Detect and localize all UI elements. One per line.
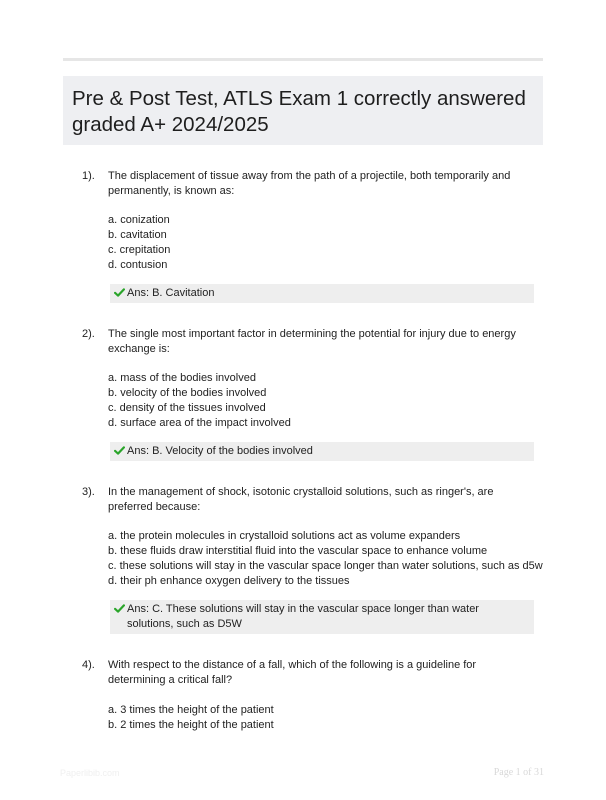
question-number: 1). — [82, 170, 95, 182]
answer-text: Ans: C. These solutions will stay in the vascular space longer than water solutions, such as D5W — [127, 603, 479, 630]
watermark-text: Paperlibib.com — [60, 768, 120, 778]
question-number: 4). — [82, 659, 95, 671]
option-b: b. cavitation — [108, 229, 167, 241]
question-text: The displacement of tissue away from the path of a projectile, both temporarily and permanently, is known as: — [108, 170, 511, 197]
page-number: Page 1 of 31 — [493, 767, 544, 778]
options-list — [108, 213, 548, 273]
check-icon — [114, 287, 125, 298]
option-c: c. density of the tissues involved — [108, 402, 266, 414]
options-list — [108, 529, 548, 589]
title-banner — [63, 76, 543, 145]
question-text: The single most important factor in determining the potential for injury due to energy exchange is: — [108, 328, 516, 355]
options-list — [108, 703, 548, 733]
option-a: a. the protein molecules in crystalloid solutions act as volume expanders — [108, 530, 461, 542]
option-b: b. these fluids draw interstitial fluid into the vascular space to enhance volume — [108, 545, 488, 557]
document-title: Pre & Post Test, ATLS Exam 1 correctly answered graded A+ 2024/2025 — [72, 87, 526, 136]
option-d: d. contusion — [108, 259, 168, 271]
option-a: a. 3 times the height of the patient — [108, 704, 274, 716]
top-divider — [63, 58, 543, 61]
question-text: In the management of shock, isotonic crystalloid solutions, such as ringer's, are preferred because: — [108, 486, 494, 513]
question-number: 2). — [82, 328, 95, 340]
question-text: With respect to the distance of a fall, which of the following is a guideline for determining a critical fall? — [108, 659, 477, 686]
option-c: c. these solutions will stay in the vascular space longer than water solutions, such as d5w — [108, 560, 543, 572]
answer-box — [110, 442, 534, 461]
check-icon — [114, 603, 125, 614]
option-d: d. surface area of the impact involved — [108, 417, 291, 429]
check-icon — [114, 445, 125, 456]
options-list — [108, 371, 548, 431]
option-d: d. their ph enhance oxygen delivery to the tissues — [108, 575, 350, 587]
option-a: a. conization — [108, 214, 170, 226]
option-c: c. crepitation — [108, 244, 171, 256]
answer-box — [110, 600, 534, 634]
answer-text: Ans: B. Velocity of the bodies involved — [127, 445, 313, 457]
option-b: b. velocity of the bodies involved — [108, 387, 267, 399]
option-b: b. 2 times the height of the patient — [108, 719, 274, 731]
option-a: a. mass of the bodies involved — [108, 372, 256, 384]
question-number: 3). — [82, 486, 95, 498]
answer-box — [110, 284, 534, 303]
answer-text: Ans: B. Cavitation — [127, 287, 215, 299]
